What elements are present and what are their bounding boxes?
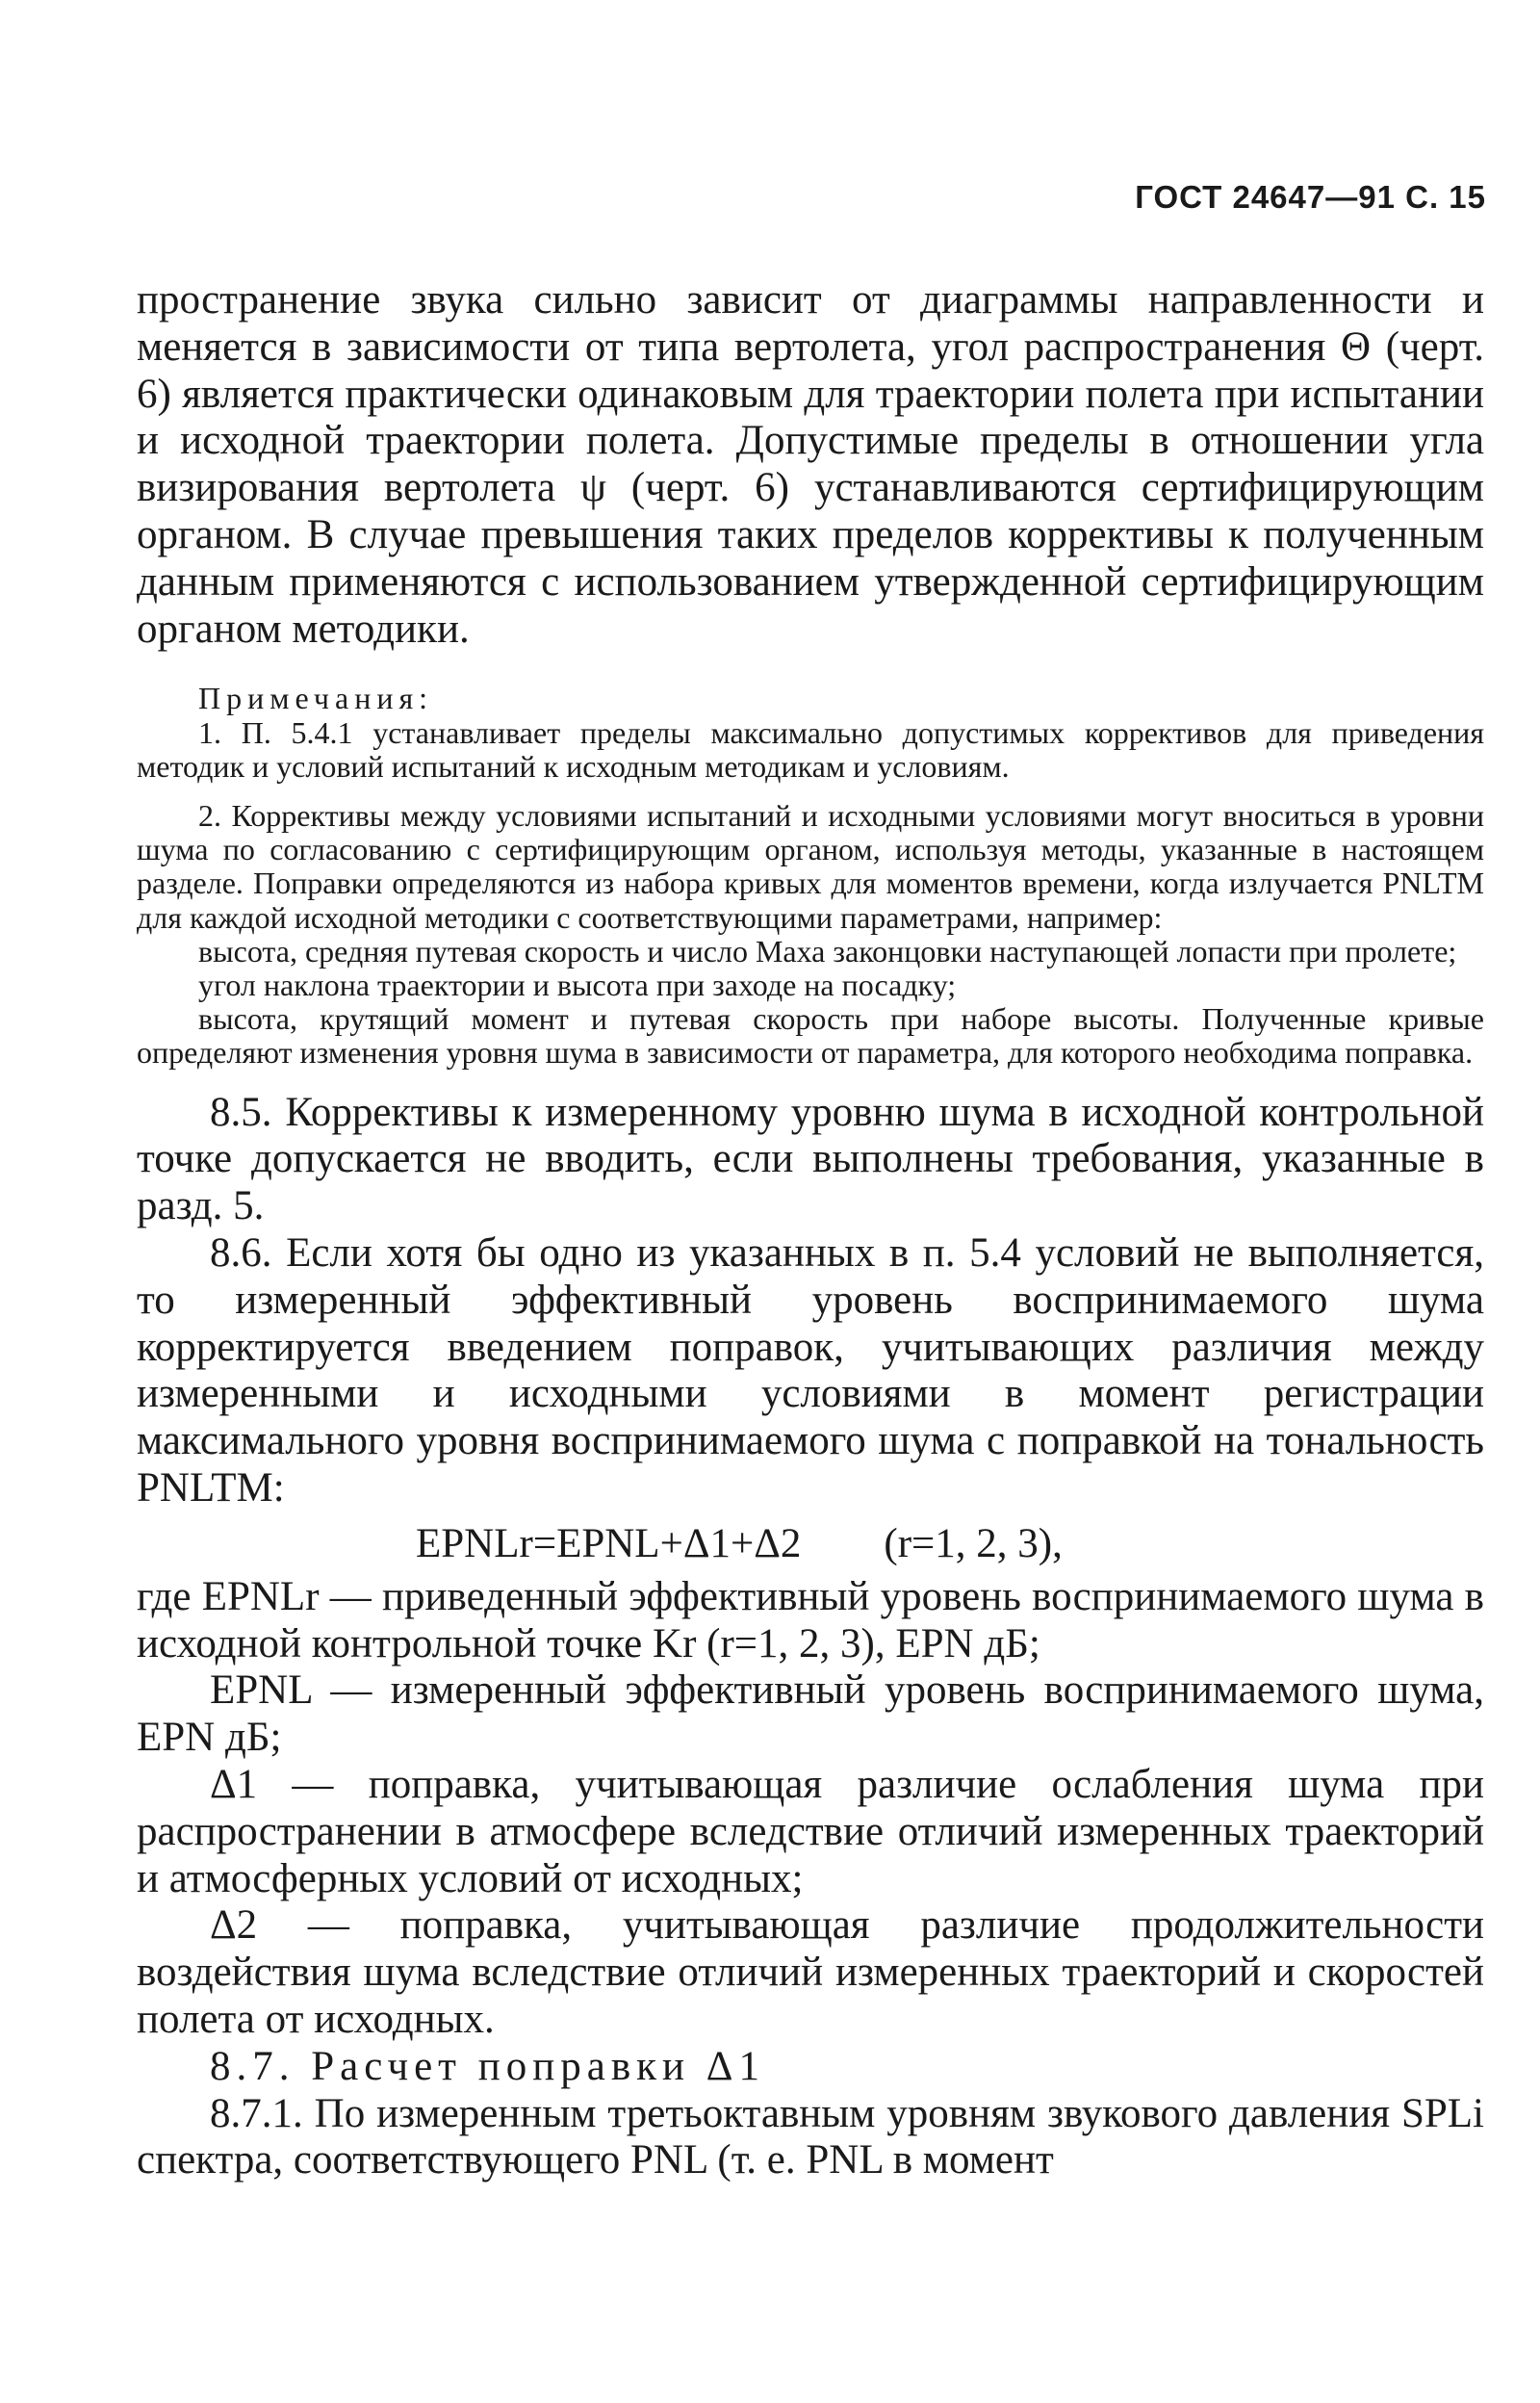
note-2-item-flyover: высота, средняя путевая скорость и число Маха законцовки наступающей лопасти при пролете; [198,933,1457,969]
note-2: 2. Коррективы между условиями испытаний и исходными условиями могут вноситься в уровни шума по согласованию с сертифицирующим органом, используя методы, указанные в настоящем разделе. Поправки определяются из набора кривых для моментов времени, когда излучается PNLTM для каждой исходной методики с соответствующими параметрами, например: [137,797,1484,935]
definition-delta2: Δ2 — поправка, учитывающая различие продолжительности воздействия шума вследствие отличий измеренных траекторий и скоростей полета от исходных. [137,1902,1484,2042]
clause-8-5: 8.5. Коррективы к измеренному уровню шума в исходной контрольной точке допускается не вводить, если выполнены требования, указанные в разд. 5. [137,1089,1484,1229]
page-header: ГОСТ 24647—91 С. 15 [1135,179,1486,215]
clause-8-6: 8.6. Если хотя бы одно из указанных в п. 5.4 условий не выполняется, то измеренный эффективный уровень воспринимаемого шума корректируется введением поправок, учитывающих различия между измеренными и исходными условиями в момент регистрации максимального уровня воспринимаемого шума с поправкой на тональность PNLTM: [137,1230,1484,1511]
clause-8-7-1: 8.7.1. По измеренным третьоктавным уровням звукового давления SPLi спектра, соответствующего PNL (т. е. PNL в момент [137,2090,1484,2183]
document-body [137,277,1484,2184]
definition-delta1: Δ1 — поправка, учитывающая различие ослабления шума при распространении в атмосфере вследствие отличий измеренных траекторий и атмосферных условий от исходных; [137,1761,1484,1901]
note-1: 1. П. 5.4.1 устанавливает пределы максимально допустимых коррективов для приведения методик и условий испытаний к исходным методикам и условиям. [137,714,1484,784]
note-2-item-climb: высота, крутящий момент и путевая скорость при наборе высоты. Полученные кривые определяют изменения уровня шума в зависимости от параметра, для которого необходима поправка. [137,1001,1484,1071]
note-2-item-approach: угол наклона траектории и высота при заходе на посадку; [198,968,957,1002]
intro-section [137,277,1484,653]
notes-section [137,682,1484,1070]
formula-epnl: EPNLr=EPNL+Δ1+Δ2 (r=1, 2, 3), [416,1520,1063,1566]
clauses-section [137,1090,1484,2185]
definition-epnlr: где EPNLr — приведенный эффективный уровень воспринимаемого шума в исходной контрольной точке Kr (r=1, 2, 3), EPN дБ; [137,1573,1484,1667]
definition-epnl: EPNL — измеренный эффективный уровень воспринимаемого шума, EPN дБ; [137,1667,1484,1761]
clause-8-7-heading: 8.7. Расчет поправки Δ1 [210,2043,765,2089]
notes-title: Примечания: [198,681,434,716]
intro-paragraph: пространение звука сильно зависит от диаграммы направленности и меняется в зависимости от типа вертолета, угол распространения Θ (черт. 6) является практически одинаковым для траектории полета при испытании и исходной траектории полета. Допустимые пределы в отношении угла визирования вертолета ψ (черт. 6) устанавливаются сертифицирующим органом. В случае превышения таких пределов коррективы к полученным данным применяются с использованием утвержденной сертифицирующим органом методики. [137,277,1484,652]
